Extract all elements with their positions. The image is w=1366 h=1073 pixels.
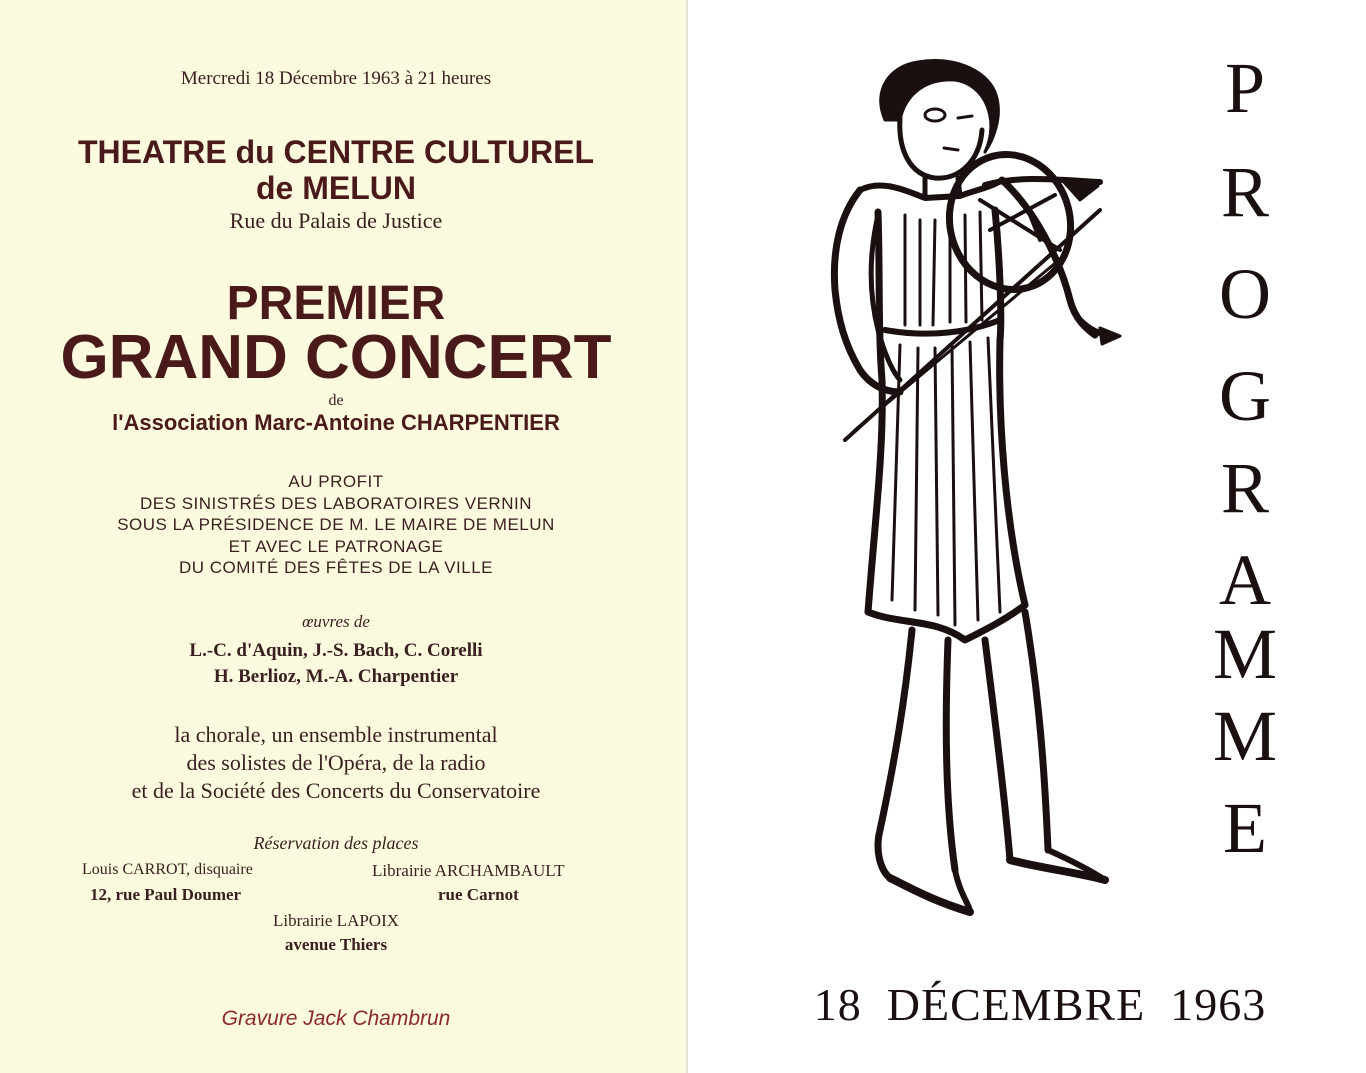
vendor1-addr: 12, rue Paul Doumer xyxy=(90,885,242,904)
composers-line1: L.-C. d'Aquin, J.-S. Bach, C. Corelli xyxy=(189,640,483,661)
title-line2: GRAND CONCERT xyxy=(60,323,612,392)
performers-2: des solistes de l'Opéra, de la radio xyxy=(186,750,486,775)
title-letter-p: P xyxy=(1224,48,1266,128)
title-letter-r2: R xyxy=(1220,448,1270,528)
date-line: Mercredi 18 Décembre 1963 à 21 heures xyxy=(180,68,492,89)
benefit-1: AU PROFIT xyxy=(288,472,384,491)
street: Rue du Palais de Justice xyxy=(229,208,443,233)
title-letter-r: R xyxy=(1220,152,1270,232)
vendor3-addr: avenue Thiers xyxy=(284,935,388,954)
title-letter-e: E xyxy=(1223,788,1267,868)
benefit-2: DES SINISTRÉS DES LABORATOIRES VERNIN xyxy=(140,494,532,513)
programme-date: 18 DÉCEMBRE 1963 xyxy=(813,979,1267,1030)
venue-line2: de MELUN xyxy=(256,170,416,206)
reservation-label: Réservation des places xyxy=(253,833,419,853)
vendor2-addr: rue Carnot xyxy=(438,885,519,904)
title-letter-m: M xyxy=(1212,614,1278,694)
performers-1: la chorale, un ensemble instrumental xyxy=(174,722,498,747)
title-line1: PREMIER xyxy=(226,277,446,330)
vendor1-name: Louis CARROT, disquaire xyxy=(82,861,253,878)
performers-3: et de la Société des Concerts du Conservatoire xyxy=(131,778,541,803)
benefit-4: ET AVEC LE PATRONAGE xyxy=(228,537,444,556)
venue-line1: THEATRE du CENTRE CULTUREL xyxy=(77,134,595,170)
engraving-credit: Gravure Jack Chambrun xyxy=(221,1007,451,1030)
works-label: œuvres de xyxy=(302,612,370,631)
de-label: de xyxy=(328,392,344,409)
title-letter-m2: M xyxy=(1212,696,1278,776)
benefit-5: DU COMITÉ DES FÊTES DE LA VILLE xyxy=(178,558,494,577)
benefit-3: SOUS LA PRÉSIDENCE DE M. LE MAIRE DE MELUN xyxy=(117,515,555,534)
composers-line2: H. Berlioz, M.-A. Charpentier xyxy=(213,666,459,687)
association: l'Association Marc-Antoine CHARPENTIER xyxy=(112,410,560,435)
title-letter-o: O xyxy=(1219,254,1271,334)
vendor3-name: Librairie LAPOIX xyxy=(272,911,400,930)
title-letter-a: A xyxy=(1219,540,1271,620)
title-letter-g: G xyxy=(1219,356,1271,436)
vendor2-name: Librairie ARCHAMBAULT xyxy=(372,861,565,880)
